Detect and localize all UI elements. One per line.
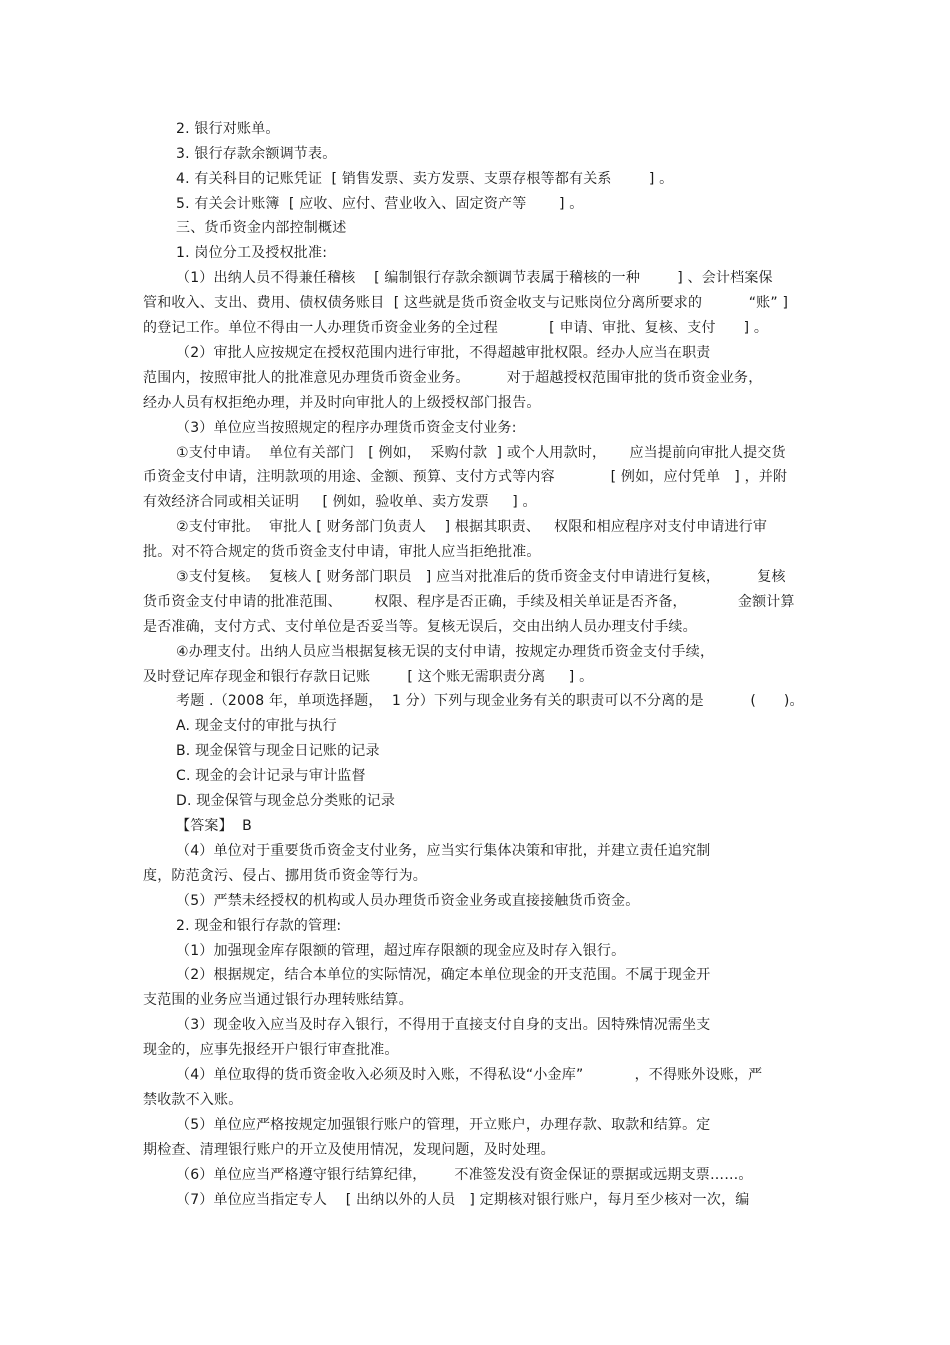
text-line: （1）出纳人员不得兼任稽核 [ 编制银行存款余额调节表属于稽核的一种 ] 、会计档案保 xyxy=(176,270,773,286)
exam-question: 考题 .（2008 年，单项选择题， 1 分）下列与现金业务有关的职责可以不分离的是 ( )。 xyxy=(176,693,804,709)
text-line: （4）单位取得的货币资金收入必须及时入账，不得私设“小金库” ，不得账外设账，严 xyxy=(176,1067,763,1083)
text-line: 及时登记库存现金和银行存款日记账 [ 这个账无需职责分离 ] 。 xyxy=(143,669,594,685)
text-line: （6）单位应当严格遵守银行结算纪律， 不准签发没有资金保证的票据或远期支票……。 xyxy=(176,1167,753,1183)
text-line: ④办理支付。出纳人员应当根据复核无误的支付申请，按规定办理货币资金支付手续， xyxy=(176,644,715,660)
text-line: （1）加强现金库存限额的管理，超过库存限额的现金应及时存入银行。 xyxy=(176,943,626,959)
text-line: 币资金支付申请，注明款项的用途、金额、预算、支付方式等内容 [ 例如，应付凭单 ] ，并附 xyxy=(143,469,788,485)
option-a: A. 现金支付的审批与执行 xyxy=(176,718,337,734)
text-line: 3. 银行存款余额调节表。 xyxy=(176,146,337,162)
text-line: 禁收款不入账。 xyxy=(143,1092,243,1108)
section-heading: 三、货币资金内部控制概述 xyxy=(176,220,347,236)
text-line: ②支付审批。 审批人 [ 财务部门负责人 ] 根据其职责、 权限和相应程序对支付申请进行审 xyxy=(176,519,768,535)
answer: 【答案】 B xyxy=(176,818,252,834)
text-line: （3）单位应当按照规定的程序办理货币资金支付业务: xyxy=(176,420,517,436)
text-line: 的登记工作。单位不得由一人办理货币资金业务的全过程 [ 申请、审批、复核、支付 ] 。 xyxy=(143,320,769,336)
text-line: 货币资金支付申请的批准范围、 权限、程序是否正确，手续及相关单证是否齐备， 金额计算 xyxy=(143,594,795,610)
text-line: （4）单位对于重要货币资金支付业务，应当实行集体决策和审批，并建立责任追究制 xyxy=(176,843,711,859)
text-line: ①支付申请。 单位有关部门 [ 例如， 采购付款 ] 或个人用款时， 应当提前向审批人提交货 xyxy=(176,445,786,461)
subsection-heading: 2. 现金和银行存款的管理: xyxy=(176,918,342,934)
text-line: 2. 银行对账单。 xyxy=(176,121,280,137)
option-c: C. 现金的会计记录与审计监督 xyxy=(176,768,366,784)
text-line: （3）现金收入应当及时存入银行，不得用于直接支付自身的支出。因特殊情况需坐支 xyxy=(176,1017,711,1033)
text-line: 度，防范贪污、侵占、挪用货币资金等行为。 xyxy=(143,868,427,884)
text-line: 是否准确，支付方式、支付单位是否妥当等。复核无误后，交由出纳人员办理支付手续。 xyxy=(143,619,697,635)
text-line: 4. 有关科目的记账凭证 [ 销售发票、卖方发票、支票存根等都有关系 ] 。 xyxy=(176,171,674,187)
option-b: B. 现金保管与现金日记账的记录 xyxy=(176,743,380,759)
text-line: 5. 有关会计账簿 [ 应收、应付、营业收入、固定资产等 ] 。 xyxy=(176,196,584,212)
text-line: 现金的，应事先报经开户银行审查批准。 xyxy=(143,1042,399,1058)
text-line: ③支付复核。 复核人 [ 财务部门职员 ] 应当对批准后的货币资金支付申请进行复核， 复核 xyxy=(176,569,786,585)
text-line: 范围内，按照审批人的批准意见办理货币资金业务。 对于超越授权范围审批的货币资金业务， xyxy=(143,370,763,386)
text-line: （7）单位应当指定专人 [ 出纳以外的人员 ] 定期核对银行账户，每月至少核对一次，编 xyxy=(176,1192,750,1208)
text-line: 经办人员有权拒绝办理，并及时向审批人的上级授权部门报告。 xyxy=(143,395,541,411)
text-line: 批。对不符合规定的货币资金支付申请，审批人应当拒绝批准。 xyxy=(143,544,541,560)
text-line: 支范围的业务应当通过银行办理转账结算。 xyxy=(143,992,413,1008)
text-line: 有效经济合同或相关证明 [ 例如，验收单、卖方发票 ] 。 xyxy=(143,494,537,510)
text-line: （2）根据规定，结合本单位的实际情况，确定本单位现金的开支范围。不属于现金开 xyxy=(176,967,711,983)
text-line: （2）审批人应按规定在授权范围内进行审批，不得超越审批权限。经办人应当在职责 xyxy=(176,345,711,361)
option-d: D. 现金保管与现金总分类账的记录 xyxy=(176,793,396,809)
text-line: 管和收入、支出、费用、债权债务账目 [ 这些就是货币资金收支与记账岗位分离所要求的 “账” ] xyxy=(143,295,789,311)
text-line: 期检查、清理银行账户的开立及使用情况，发现问题，及时处理。 xyxy=(143,1142,555,1158)
subsection-heading: 1. 岗位分工及授权批准: xyxy=(176,245,328,261)
text-line: （5）单位应严格按规定加强银行账户的管理，开立账户，办理存款、取款和结算。定 xyxy=(176,1117,711,1133)
text-line: （5）严禁未经授权的机构或人员办理货币资金业务或直接接触货币资金。 xyxy=(176,893,640,909)
